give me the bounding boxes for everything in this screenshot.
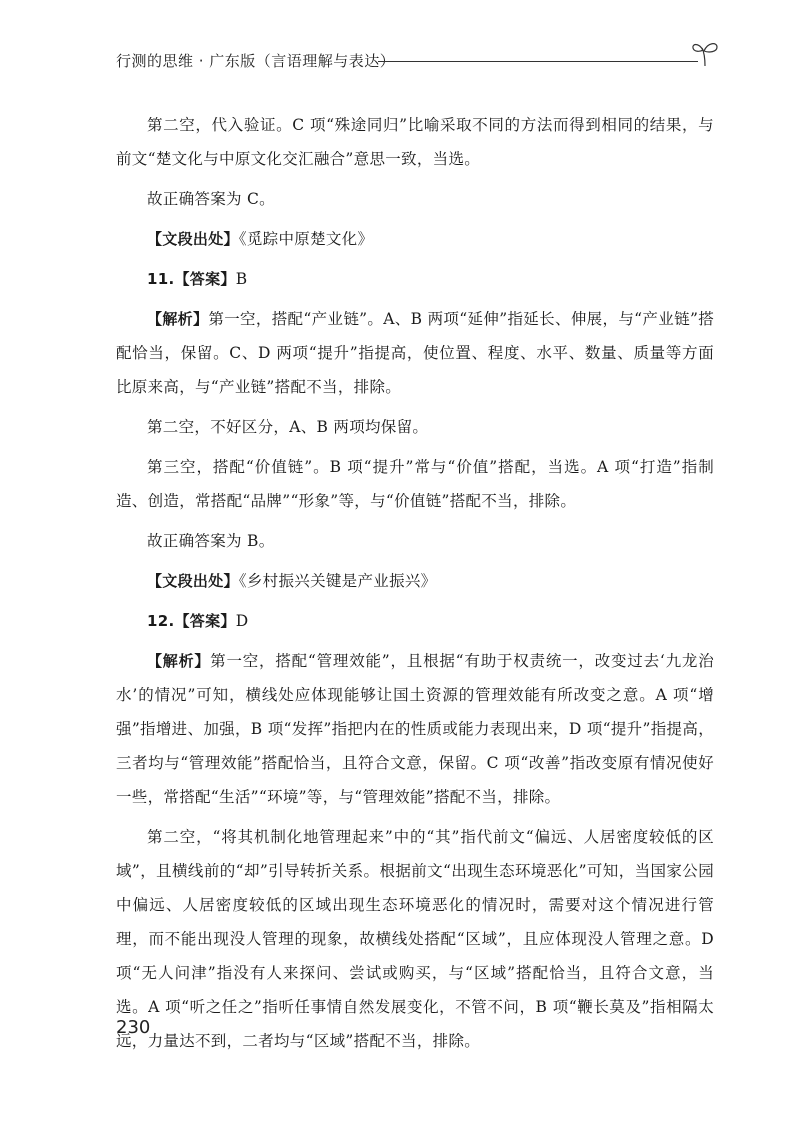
para-text: 第三空，搭配“价值链”。B 项“提升”常与“价值”搭配，当选。A 项“打造”指制造、创造，常搭配“品牌”“形象”等，与“价值链”搭配不当，排除。 [116, 458, 714, 510]
para-text: 第二空，不好区分，A、B 两项均保留。 [147, 418, 429, 436]
analysis-tag: 【解析】 [147, 310, 209, 328]
source-title: 《乡村振兴关键是产业振兴》 [238, 572, 437, 590]
analysis-tag: 【解析】 [147, 652, 211, 670]
answer-tag: 12.【答案】 [147, 612, 236, 630]
source-line [116, 222, 714, 256]
para-text: 第二空，“将其机制化地管理起来”中的“其”指代前文“偏远、人居密度较低的区域”，且横线前的“却”引导转折关系。根据前文“出现生态环境恶化”可知，当国家公园中偏远、人居密度较低的区域出现生态环境恶化的情况时，需要对这个情况进行管理，而不能出现没人管理的现象，故横线处搭配“区域”，且应体现没人管理之意。D 项“无人问津”指没有人来探问、尝试或购买，与“区域”搭配恰当，且符合文意，当选。A 项“听之任之”指听任事情自然发展变化，不管不问，B 项“鞭长莫及”指相隔太远，力量达不到，二者均与“区域”搭配不当，排除。 [116, 828, 714, 1050]
sprout-icon [690, 38, 720, 68]
paragraph [116, 108, 714, 176]
source-line [116, 564, 714, 598]
analysis-paragraph [116, 644, 714, 814]
page-number: 230 [116, 1017, 151, 1038]
running-header [116, 38, 716, 78]
analysis-paragraph [116, 302, 714, 404]
header-title: 行测的思维 · 广东版（言语理解与表达） [116, 52, 396, 70]
para-text: 故正确答案为 C。 [147, 190, 275, 208]
answer-value: B [235, 270, 248, 288]
answer-tag: 11.【答案】 [147, 270, 236, 288]
para-text: 第二空，代入验证。C 项“殊途同归”比喻采取不同的方法而得到相同的结果，与前文“楚文化与中原文化交汇融合”意思一致，当选。 [116, 116, 714, 168]
para-text: 故正确答案为 B。 [147, 532, 275, 550]
answer-line [116, 262, 714, 296]
source-tag: 【文段出处】 [147, 572, 239, 590]
paragraph [116, 450, 714, 518]
paragraph [116, 820, 714, 1058]
paragraph [116, 410, 714, 444]
source-tag: 【文段出处】 [147, 230, 239, 248]
paragraph [116, 182, 714, 216]
para-text: 第一空，搭配“管理效能”，且根据“有助于权责统一，改变过去‘九龙治水’的情况”可知，横线处应体现能够让国土资源的管理效能有所改变之意。A 项“增强”指增进、加强，B 项“发挥”指把内在的性质或能力表现出来，D 项“提升”指提高，三者均与“管理效能”搭配恰当，且符合文意，保留。C 项“改善”指改变原有情况使好一些，常搭配“生活”“环境”等，与“管理效能”搭配不当，排除。 [116, 652, 714, 806]
page-body [116, 108, 714, 1064]
paragraph [116, 524, 714, 558]
source-title: 《觅踪中原楚文化》 [238, 230, 374, 248]
answer-line [116, 604, 714, 638]
header-rule [378, 61, 698, 62]
answer-value: D [235, 612, 249, 630]
para-text: 第一空，搭配“产业链”。A、B 两项“延伸”指延长、伸展，与“产业链”搭配恰当，保留。C、D 两项“提升”指提高，使位置、程度、水平、数量、质量等方面比原来高，与“产业链”搭配不当，排除。 [116, 310, 715, 396]
